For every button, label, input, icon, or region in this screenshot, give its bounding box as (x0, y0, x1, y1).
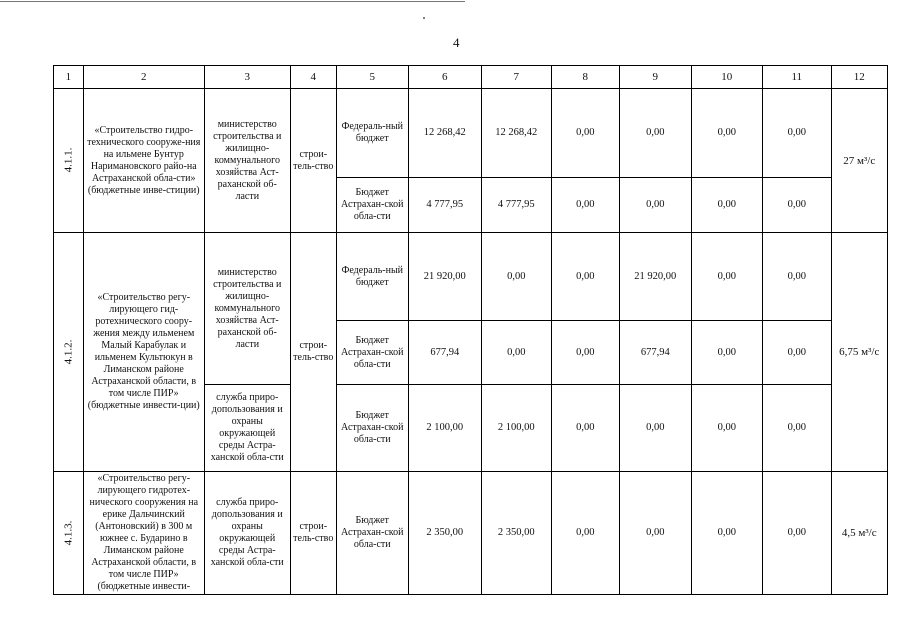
table-row (54, 472, 888, 595)
page-number: 4 (453, 35, 460, 50)
row-number-cell (54, 233, 84, 472)
table-row (54, 233, 888, 321)
value-cell: 0,00 (551, 89, 619, 178)
col-header: 9 (619, 66, 691, 89)
value-cell: 0,00 (762, 385, 831, 472)
value-cell: 2 100,00 (481, 385, 551, 472)
object-cell: «Строительство регу-лирующего гид-ротехнического соору-жения между ильменем Малый Карабулак и ильменем Культюкун в Лиманском районе Астраханской области, в том числе ПИР» (бюджетные инвести-ции) (83, 233, 204, 472)
source-cell: Бюджет Астрахан-ской обла-сти (336, 385, 408, 472)
row-number: 4.1.2. (62, 339, 75, 364)
object-cell: «Строительство гидро-технического сооруже-ния на ильмене Бунтур Наримановского райо-на Астраханской обла-сти» (бюджетные инве-стиции) (83, 89, 204, 233)
col-header: 3 (204, 66, 290, 89)
value-cell: 0,00 (762, 233, 831, 321)
value-cell: 2 100,00 (408, 385, 481, 472)
value-cell: 0,00 (762, 178, 831, 233)
value-cell: 677,94 (619, 321, 691, 385)
budget-table (53, 65, 888, 595)
value-cell: 21 920,00 (619, 233, 691, 321)
value-cell: 0,00 (551, 321, 619, 385)
row-number: 4.1.3. (62, 520, 75, 545)
value-cell: 4 777,95 (408, 178, 481, 233)
col-header: 2 (83, 66, 204, 89)
value-cell: 0,00 (551, 472, 619, 595)
col-header: 5 (336, 66, 408, 89)
capacity-cell: 6,75 м³/с (831, 233, 887, 472)
header-row (54, 66, 888, 89)
value-cell: 0,00 (481, 321, 551, 385)
source-cell: Бюджет Астрахан-ской обла-сти (336, 472, 408, 595)
source-cell: Бюджет Астрахан-ской обла-сти (336, 321, 408, 385)
value-cell: 0,00 (619, 472, 691, 595)
agency-cell: министерство строительства и жилищно-коммунального хозяйства Аст-раханской об-ласти (204, 233, 290, 385)
value-cell: 0,00 (691, 385, 762, 472)
value-cell: 0,00 (619, 89, 691, 178)
col-header: 7 (481, 66, 551, 89)
value-cell: 0,00 (691, 233, 762, 321)
value-cell: 21 920,00 (408, 233, 481, 321)
value-cell: 12 268,42 (408, 89, 481, 178)
value-cell: 0,00 (691, 89, 762, 178)
type-cell: строи-тель-ство (290, 89, 336, 233)
value-cell: 0,00 (762, 321, 831, 385)
source-cell: Федераль-ный бюджет (336, 233, 408, 321)
row-number: 4.1.1. (62, 147, 75, 173)
value-cell: 0,00 (551, 233, 619, 321)
table-row (54, 89, 888, 178)
object-cell: «Строительство регу-лирующего гидротех-нического сооружения на ерике Дальчинский (Антоновский) в 300 м южнее с. Бударино в Лиманском районе Астраханской области, в том числе ПИР» (бюджетные инвести- (83, 472, 204, 595)
value-cell: 0,00 (619, 178, 691, 233)
value-cell: 4 777,95 (481, 178, 551, 233)
col-header: 4 (290, 66, 336, 89)
top-rule (0, 1, 465, 2)
value-cell: 12 268,42 (481, 89, 551, 178)
value-cell: 0,00 (691, 178, 762, 233)
agency-cell: министерство строительства и жилищно-коммунального хозяйства Аст-раханской об-ласти (204, 89, 290, 233)
source-cell: Бюджет Астрахан-ской обла-сти (336, 178, 408, 233)
value-cell: 0,00 (619, 385, 691, 472)
source-cell: Федераль-ный бюджет (336, 89, 408, 178)
col-header: 11 (762, 66, 831, 89)
capacity-cell: 27 м³/с (831, 89, 887, 233)
col-header: 10 (691, 66, 762, 89)
capacity-cell: 4,5 м³/с (831, 472, 887, 595)
value-cell: 0,00 (691, 472, 762, 595)
col-header: 8 (551, 66, 619, 89)
agency-cell: служба приро-допользования и охраны окружающей среды Астра-ханской обла-сти (204, 385, 290, 472)
value-cell: 0,00 (481, 233, 551, 321)
agency-cell: служба приро-допользования и охраны окружающей среды Астра-ханской обла-сти (204, 472, 290, 595)
col-header: 1 (54, 66, 84, 89)
row-number-cell (54, 472, 84, 595)
col-header: 6 (408, 66, 481, 89)
value-cell: 2 350,00 (408, 472, 481, 595)
type-cell: строи-тель-ство (290, 472, 336, 595)
type-cell: строи-тель-ство (290, 233, 336, 472)
value-cell: 0,00 (762, 472, 831, 595)
value-cell: 677,94 (408, 321, 481, 385)
value-cell: 2 350,00 (481, 472, 551, 595)
row-number-cell (54, 89, 84, 233)
scan-speck (423, 17, 425, 19)
value-cell: 0,00 (551, 385, 619, 472)
value-cell: 0,00 (691, 321, 762, 385)
value-cell: 0,00 (551, 178, 619, 233)
col-header: 12 (831, 66, 887, 89)
value-cell: 0,00 (762, 89, 831, 178)
